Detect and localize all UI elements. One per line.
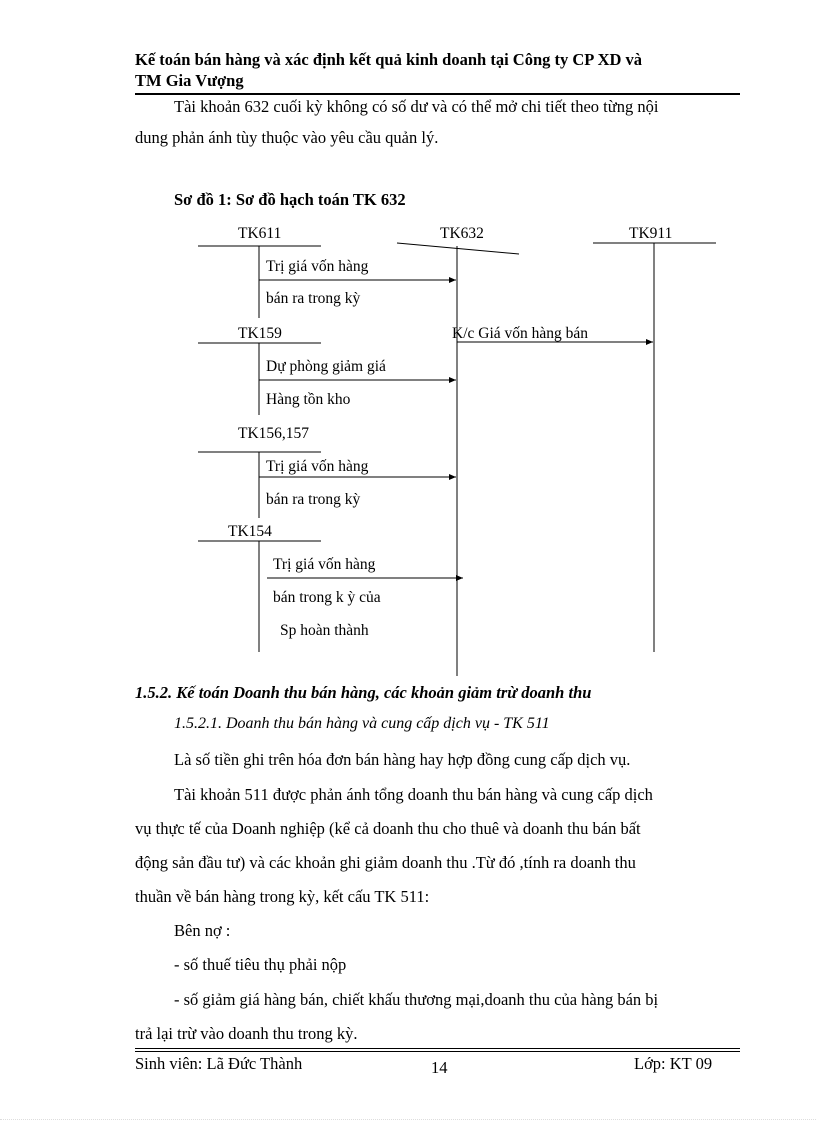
page-header-line-1: Kế toán bán hàng và xác định kết quả kinh doanh tại Công ty CP XD và <box>135 50 643 69</box>
tk154-label-line-1: Trị giá vốn hàng <box>273 556 376 573</box>
tk159-label: TK159 <box>238 325 282 342</box>
tk911-label: TK911 <box>629 225 673 242</box>
page-bottom-border <box>0 1119 816 1120</box>
paragraph-3: Bên nợ : <box>174 921 231 940</box>
tk611-label-line-1: Trị giá vốn hàng <box>266 258 369 275</box>
footer-student: Sinh viên: Lã Đức Thành <box>135 1054 303 1073</box>
tk611-label: TK611 <box>238 225 282 242</box>
paragraph-5-line-1: - số giảm giá hàng bán, chiết khấu thương mại,doanh thu của hàng bán bị <box>174 990 659 1009</box>
paragraph-4: - số thuế tiêu thụ phải nộp <box>174 955 347 974</box>
paragraph-1: Là số tiền ghi trên hóa đơn bán hàng hay hợp đồng cung cấp dịch vụ. <box>174 750 631 769</box>
paragraph-2-line-1: Tài khoản 511 được phản ánh tổng doanh thu bán hàng và cung cấp dịch <box>174 785 653 804</box>
tk156-label-line-1: Trị giá vốn hàng <box>266 458 369 475</box>
tk154-label: TK154 <box>228 523 272 540</box>
diagram-title: Sơ đồ 1: Sơ đồ hạch toán TK 632 <box>174 190 406 209</box>
footer-rule-top <box>135 1048 740 1049</box>
page-number: 14 <box>431 1058 448 1077</box>
tk159-label-line-2: Hàng tồn kho <box>266 391 351 408</box>
kc-label: K/c Giá vốn hàng bán <box>452 325 589 342</box>
paragraph-2-line-3: động sản đầu tư) và các khoản ghi giảm doanh thu .Từ đó ,tính ra doanh thu <box>135 853 636 872</box>
paragraph-5-line-2: trả lại trừ vào doanh thu trong kỳ. <box>135 1024 358 1043</box>
paragraph-2-line-4: thuần về bán hàng trong kỳ, kết cấu TK 511: <box>135 887 430 906</box>
paragraph-2-line-2: vụ thực tế của Doanh nghiệp (kể cả doanh thu cho thuê và doanh thu bán bất <box>135 819 641 838</box>
tk159-label-line-1: Dự phòng giảm giá <box>266 358 386 375</box>
intro-line-1: Tài khoản 632 cuối kỳ không có số dư và có thể mở chi tiết theo từng nội <box>174 97 659 116</box>
tk611-label-line-2: bán ra trong kỳ <box>266 290 361 307</box>
tk154-label-line-2: bán trong k ỳ của <box>273 589 381 606</box>
tk156-label-line-2: bán ra trong kỳ <box>266 491 361 508</box>
intro-line-2: dung phản ánh tùy thuộc vào yêu cầu quản lý. <box>135 128 439 147</box>
page-header-line-2: TM Gia Vượng <box>135 71 244 90</box>
tk632-header-line <box>397 243 519 254</box>
section-heading: 1.5.2. Kế toán Doanh thu bán hàng, các khoản giảm trừ doanh thu <box>135 683 592 702</box>
tk156-label: TK156,157 <box>238 425 310 442</box>
footer-rule-bottom <box>135 1051 740 1052</box>
section-subheading: 1.5.2.1. Doanh thu bán hàng và cung cấp dịch vụ - TK 511 <box>174 715 550 732</box>
footer-class: Lớp: KT 09 <box>634 1054 713 1073</box>
tk632-label: TK632 <box>440 225 484 242</box>
tk154-label-line-3: Sp hoàn thành <box>280 622 369 639</box>
